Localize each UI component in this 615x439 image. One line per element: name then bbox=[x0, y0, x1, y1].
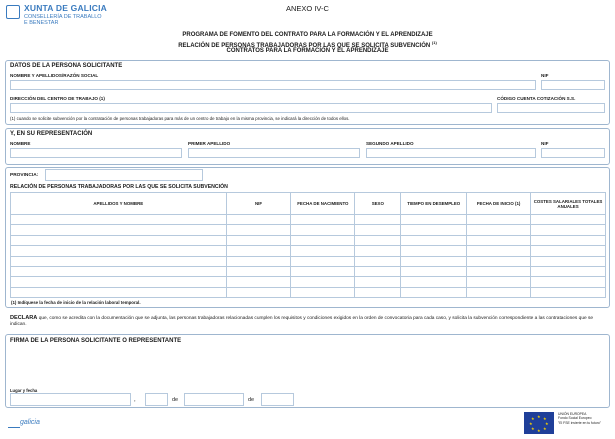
eu-line-1: UNIÓN EUROPEA bbox=[558, 412, 587, 416]
table-cell[interactable] bbox=[355, 225, 401, 235]
table-cell[interactable] bbox=[401, 287, 467, 297]
rep-nombre-field[interactable] bbox=[10, 148, 182, 158]
provincia-field[interactable] bbox=[45, 169, 203, 181]
table-cell[interactable] bbox=[401, 246, 467, 256]
table-cell[interactable] bbox=[226, 235, 291, 245]
sep-de-2: de bbox=[248, 397, 255, 403]
table-cell[interactable] bbox=[11, 246, 227, 256]
table-cell[interactable] bbox=[401, 266, 467, 276]
col-header: COSTES SALARIALES TOTALES ANUALES bbox=[531, 193, 606, 215]
table-cell[interactable] bbox=[401, 256, 467, 266]
relacion-title: RELACIÓN DE PERSONAS TRABAJADORAS POR LAS QUE SE SOLICITA SUBVENCIÓN bbox=[10, 184, 228, 190]
rep-apellido2-label: SEGUNDO APELLIDO bbox=[366, 141, 414, 146]
table-cell[interactable] bbox=[226, 225, 291, 235]
name-label: NOMBRE Y APELLIDOS/RAZÓN SOCIAL bbox=[10, 73, 99, 78]
representacion-title: Y, EN SU REPRESENTACIÓN bbox=[10, 131, 93, 137]
provincia-label: PROVINCIA: bbox=[10, 173, 39, 178]
table-cell[interactable] bbox=[467, 256, 531, 266]
table-cell[interactable] bbox=[355, 235, 401, 245]
brand-sub-line-1: CONSELLERÍA DE TRABALLO bbox=[24, 14, 102, 20]
table-cell[interactable] bbox=[291, 235, 355, 245]
dia-field[interactable] bbox=[145, 393, 168, 406]
table-cell[interactable] bbox=[467, 225, 531, 235]
table-cell[interactable] bbox=[467, 277, 531, 287]
table-cell[interactable] bbox=[531, 215, 606, 225]
sep-comma: , bbox=[134, 397, 136, 403]
table-cell[interactable] bbox=[11, 215, 227, 225]
table-cell[interactable] bbox=[467, 287, 531, 297]
table-cell[interactable] bbox=[11, 235, 227, 245]
table-cell[interactable] bbox=[355, 256, 401, 266]
table-row bbox=[11, 256, 606, 266]
table-cell[interactable] bbox=[355, 266, 401, 276]
lugar-field[interactable] bbox=[10, 393, 131, 406]
table-cell[interactable] bbox=[226, 287, 291, 297]
nif-field[interactable] bbox=[541, 80, 605, 90]
title-line-2-text: RELACIÓN DE PERSONAS TRABAJADORAS POR LAS QUE SE SOLICITA SUBVENCIÓN bbox=[178, 43, 431, 49]
table-cell[interactable] bbox=[401, 277, 467, 287]
table-cell[interactable] bbox=[11, 256, 227, 266]
table-row bbox=[11, 225, 606, 235]
address-field[interactable] bbox=[10, 103, 492, 113]
eu-line-3: "El FSE invierte en tu futuro" bbox=[558, 420, 601, 425]
mes-field[interactable] bbox=[184, 393, 244, 406]
annex-code: ANEXO IV-C bbox=[286, 4, 329, 13]
table-row bbox=[11, 246, 606, 256]
table-cell[interactable] bbox=[467, 266, 531, 276]
table-cell[interactable] bbox=[467, 246, 531, 256]
table-row bbox=[11, 277, 606, 287]
table-cell[interactable] bbox=[401, 235, 467, 245]
col-header: TIEMPO EN DESEMPLEO bbox=[401, 193, 467, 215]
title-line-1: PROGRAMA DE FOMENTO DEL CONTRATO PARA LA FORMACIÓN Y EL APRENDIZAJE bbox=[182, 32, 433, 38]
declaracion-body: que, como se acredita con la documentación que se adjunta, las personas trabajadoras relacionadas cumplen los requisitos y condiciones exigidos en la orden de convocatoria para cada caso, y solicita la subvención correspondiente a las contrataciones que se indican. bbox=[10, 316, 594, 328]
ccc-label: CÓDIGO CUENTA COTIZACIÓN S.S. bbox=[497, 96, 576, 101]
ccc-field[interactable] bbox=[497, 103, 605, 113]
table-cell[interactable] bbox=[531, 246, 606, 256]
table-cell[interactable] bbox=[291, 225, 355, 235]
galicia-logo-icon bbox=[8, 418, 20, 428]
relacion-note: (1) Indíquese la fecha de inicio de la relación laboral temporal. bbox=[11, 300, 141, 305]
col-header: FECHA DE INICIO (1) bbox=[467, 193, 531, 215]
table-cell[interactable] bbox=[531, 277, 606, 287]
rep-apellido1-field[interactable] bbox=[188, 148, 360, 158]
table-cell[interactable] bbox=[291, 246, 355, 256]
table-cell[interactable] bbox=[531, 287, 606, 297]
table-cell[interactable] bbox=[11, 266, 227, 276]
brand-name: XUNTA DE GALICIA bbox=[24, 3, 108, 13]
table-cell[interactable] bbox=[467, 215, 531, 225]
table-cell[interactable] bbox=[355, 246, 401, 256]
address-label: DIRECCIÓN DEL CENTRO DE TRABAJO (1) bbox=[10, 96, 105, 101]
table-cell[interactable] bbox=[531, 266, 606, 276]
eu-fse-text bbox=[558, 412, 610, 425]
table-row bbox=[11, 287, 606, 297]
table-cell[interactable] bbox=[291, 256, 355, 266]
workers-table bbox=[10, 192, 606, 298]
table-cell[interactable] bbox=[291, 287, 355, 297]
col-header: NIF bbox=[226, 193, 291, 215]
rep-apellido2-field[interactable] bbox=[366, 148, 536, 158]
firma-title: FIRMA DE LA PERSONA SOLICITANTE O REPRESENTANTE bbox=[10, 338, 182, 344]
solicitante-note: (1) cuando se solicite subvención por la contratación de personas trabajadoras para más de un centro de trabajo en la misma provincia, se indicará la dirección de todos ellos. bbox=[10, 116, 350, 121]
table-cell[interactable] bbox=[401, 225, 467, 235]
table-cell[interactable] bbox=[226, 256, 291, 266]
rep-nif-field[interactable] bbox=[541, 148, 605, 158]
table-cell[interactable] bbox=[355, 215, 401, 225]
table-cell[interactable] bbox=[401, 215, 467, 225]
table-cell[interactable] bbox=[11, 225, 227, 235]
table-row bbox=[11, 235, 606, 245]
ano-field[interactable] bbox=[261, 393, 294, 406]
table-cell[interactable] bbox=[531, 256, 606, 266]
table-cell[interactable] bbox=[11, 277, 227, 287]
sep-de-1: de bbox=[172, 397, 179, 403]
col-header: APELLIDOS Y NOMBRE bbox=[11, 193, 227, 215]
table-cell[interactable] bbox=[226, 215, 291, 225]
eu-line-2: Fondo Social Europeo bbox=[558, 416, 592, 421]
table-header-row bbox=[11, 193, 606, 215]
table-cell[interactable] bbox=[226, 277, 291, 287]
table-row bbox=[11, 215, 606, 225]
title-line-3: CONTRATOS PARA LA FORMACIÓN Y EL APRENDIZAJE bbox=[226, 48, 389, 54]
declaracion-text bbox=[10, 315, 608, 328]
xunta-logo-icon bbox=[6, 5, 20, 19]
name-field[interactable] bbox=[10, 80, 536, 90]
table-cell[interactable] bbox=[226, 246, 291, 256]
table-row bbox=[11, 266, 606, 276]
table-cell[interactable] bbox=[531, 225, 606, 235]
lugar-label: Lugar y fecha bbox=[10, 388, 38, 393]
brand-department bbox=[24, 14, 124, 26]
table-cell[interactable] bbox=[226, 266, 291, 276]
table-cell[interactable] bbox=[291, 215, 355, 225]
galicia-brand: galicia bbox=[20, 419, 40, 426]
table-cell[interactable] bbox=[291, 266, 355, 276]
table-cell[interactable] bbox=[355, 287, 401, 297]
declaracion-lead: DECLARA bbox=[10, 315, 38, 321]
brand-sub-line-2: E BENESTAR bbox=[24, 20, 59, 26]
col-header: FECHA DE NACIMIENTO bbox=[291, 193, 355, 215]
rep-nombre-label: NOMBRE bbox=[10, 141, 31, 146]
workers-table-body bbox=[11, 215, 606, 298]
rep-nif-label: NIF bbox=[541, 141, 549, 146]
table-cell[interactable] bbox=[11, 287, 227, 297]
representacion-section bbox=[5, 128, 610, 165]
table-cell[interactable] bbox=[355, 277, 401, 287]
eu-flag-icon: ★ ★ ★ ★ ★ ★ ★ ★ bbox=[524, 412, 554, 434]
table-cell[interactable] bbox=[291, 277, 355, 287]
table-cell[interactable] bbox=[531, 235, 606, 245]
col-header: SEXO bbox=[355, 193, 401, 215]
solicitante-title: DATOS DE LA PERSONA SOLICITANTE bbox=[10, 63, 123, 69]
nif-label: NIF bbox=[541, 73, 549, 78]
rep-apellido1-label: PRIMER APELLIDO bbox=[188, 141, 231, 146]
title-line-2-sup: (1) bbox=[431, 40, 437, 45]
table-cell[interactable] bbox=[467, 235, 531, 245]
